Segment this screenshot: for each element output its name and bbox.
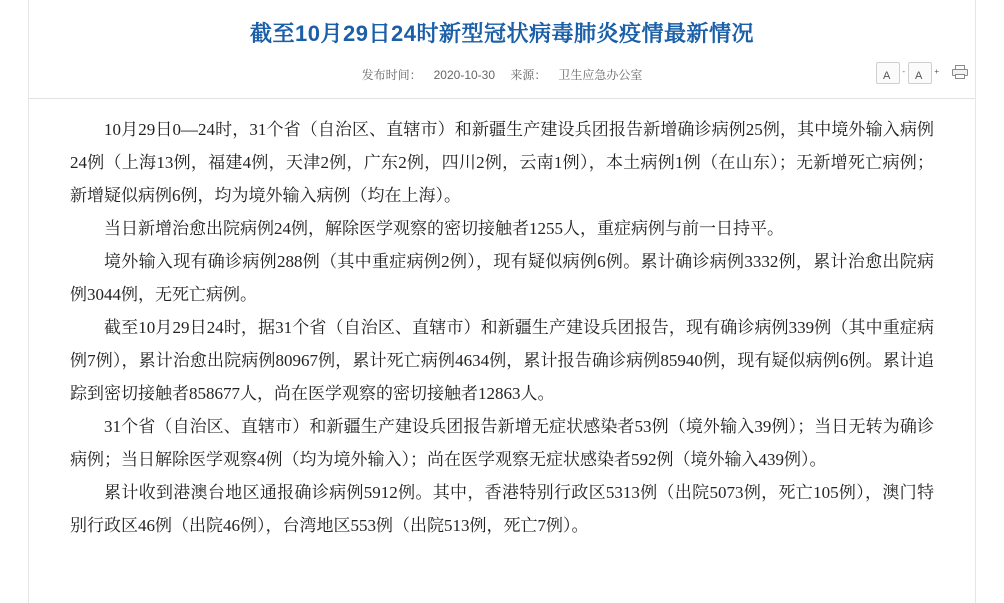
printer-icon: [946, 65, 962, 79]
decrease-font-letter: A: [883, 69, 891, 82]
increase-font-sign: +: [934, 67, 940, 76]
article-paragraph: 31个省（自治区、直辖市）和新疆生产建设兵团报告新增无症状感染者53例（境外输入39例）；当日无转为确诊病例；当日解除医学观察4例（均为境外输入）；尚在医学观察无症状感染者592例（境外输入439例）。: [70, 417, 934, 469]
decrease-font-sign: -: [902, 67, 906, 76]
page-title: 截至10月29日24时新型冠状病毒肺炎疫情最新情况: [250, 21, 754, 46]
article-paragraph: 当日新增治愈出院病例24例，解除医学观察的密切接触者1255人，重症病例与前一日持平。: [104, 219, 784, 238]
article-body: [0, 99, 1004, 542]
left-page-rule: [28, 0, 29, 603]
source-label: 来源：: [510, 68, 547, 82]
right-page-rule: [975, 0, 976, 603]
increase-font-letter: A: [915, 69, 923, 82]
source-value: 卫生应急办公室: [558, 68, 643, 82]
article-paragraph: 累计收到港澳台地区通报确诊病例5912例。其中，香港特别行政区5313例（出院5073例，死亡105例），澳门特别行政区46例（出院46例），台湾地区553例（出院513例，死亡7例）。: [70, 483, 934, 535]
publish-time-value: 2020-10-30: [433, 68, 496, 82]
article-paragraph: 境外输入现有确诊病例288例（其中重症病例2例），现有疑似病例6例。累计确诊病例3332例，累计治愈出院病例3044例，无死亡病例。: [70, 252, 934, 304]
increase-font-button[interactable]: [908, 62, 940, 84]
publish-time-label: 发布时间：: [361, 68, 422, 82]
print-button[interactable]: [940, 63, 960, 83]
article-paragraph: 10月29日0—24时，31个省（自治区、直辖市）和新疆生产建设兵团报告新增确诊病例25例，其中境外输入病例24例（上海13例，福建4例，天津2例，广东2例，四川2例，云南1例），本土病例1例（在山东）；无新增死亡病例；新增疑似病例6例，均为境外输入病例（均在上海）。: [70, 120, 934, 205]
article-toolbar[interactable]: [876, 62, 960, 84]
decrease-font-button[interactable]: [876, 62, 906, 84]
article-meta: [0, 66, 1004, 88]
article-paragraph: 截至10月29日24时，据31个省（自治区、直辖市）和新疆生产建设兵团报告，现有确诊病例339例（其中重症病例7例），累计治愈出院病例80967例，累计死亡病例4634例，累计报告确诊病例85940例，现有疑似病例6例。累计追踪到密切接触者858677人，尚在医学观察的密切接触者12863人。: [70, 318, 934, 403]
